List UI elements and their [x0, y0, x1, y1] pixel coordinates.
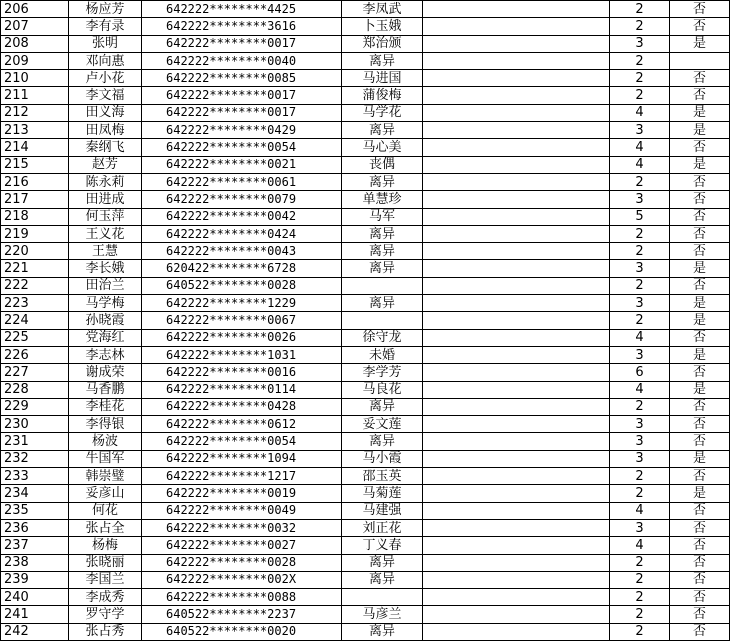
- yes-no-flag: 否: [670, 468, 730, 485]
- row-number: 231: [1, 433, 69, 450]
- id-number: 642222********0054: [142, 139, 342, 156]
- empty-cell: [423, 416, 610, 433]
- spouse-status: 马彦兰: [342, 606, 423, 623]
- yes-no-flag: 否: [670, 589, 730, 606]
- household-count: 3: [610, 450, 670, 467]
- empty-cell: [423, 87, 610, 104]
- table-row: [1, 70, 730, 87]
- id-number: 642222********0088: [142, 589, 342, 606]
- spouse-status: 单慧珍: [342, 191, 423, 208]
- spouse-status: [342, 589, 423, 606]
- id-number: 642222********002X: [142, 571, 342, 588]
- empty-cell: [423, 468, 610, 485]
- empty-cell: [423, 502, 610, 519]
- row-number: 230: [1, 416, 69, 433]
- spouse-status: 离异: [342, 571, 423, 588]
- household-count: 2: [610, 18, 670, 35]
- spouse-status: 徐守龙: [342, 329, 423, 346]
- spouse-status: 郑治颁: [342, 35, 423, 52]
- yes-no-flag: 否: [670, 139, 730, 156]
- household-count: 2: [610, 243, 670, 260]
- yes-no-flag: 否: [670, 225, 730, 242]
- empty-cell: [423, 1, 610, 18]
- household-count: 2: [610, 173, 670, 190]
- yes-no-flag: 否: [670, 416, 730, 433]
- id-number: 642222********0027: [142, 537, 342, 554]
- empty-cell: [423, 139, 610, 156]
- spouse-status: 离异: [342, 433, 423, 450]
- id-number: 642222********0428: [142, 398, 342, 415]
- empty-cell: [423, 537, 610, 554]
- table-row: [1, 225, 730, 242]
- empty-cell: [423, 208, 610, 225]
- household-count: 4: [610, 381, 670, 398]
- yes-no-flag: 否: [670, 18, 730, 35]
- table-row: [1, 485, 730, 502]
- table-row: [1, 329, 730, 346]
- yes-no-flag: 是: [670, 295, 730, 312]
- table-row: [1, 519, 730, 536]
- person-name: 张晓丽: [69, 554, 142, 571]
- table-row: [1, 156, 730, 173]
- yes-no-flag: 否: [670, 502, 730, 519]
- empty-cell: [423, 433, 610, 450]
- person-name: 邓向惠: [69, 52, 142, 69]
- household-count: 4: [610, 502, 670, 519]
- household-count: 2: [610, 571, 670, 588]
- row-number: 228: [1, 381, 69, 398]
- row-number: 216: [1, 173, 69, 190]
- empty-cell: [423, 104, 610, 121]
- id-number: 642222********1229: [142, 295, 342, 312]
- id-number: 642222********0114: [142, 381, 342, 398]
- table-body: [1, 1, 730, 641]
- id-number: 642222********0042: [142, 208, 342, 225]
- yes-no-flag: 是: [670, 35, 730, 52]
- table-row: [1, 450, 730, 467]
- yes-no-flag: 否: [670, 70, 730, 87]
- spouse-status: 离异: [342, 122, 423, 139]
- spouse-status: 马进国: [342, 70, 423, 87]
- row-number: 210: [1, 70, 69, 87]
- person-name: 李桂花: [69, 398, 142, 415]
- yes-no-flag: 否: [670, 208, 730, 225]
- person-name: 张明: [69, 35, 142, 52]
- spouse-status: 丁义春: [342, 537, 423, 554]
- empty-cell: [423, 260, 610, 277]
- id-number: 642222********0612: [142, 416, 342, 433]
- person-name: 秦纲飞: [69, 139, 142, 156]
- spouse-status: 马军: [342, 208, 423, 225]
- spouse-status: 马心美: [342, 139, 423, 156]
- yes-no-flag: [670, 52, 730, 69]
- yes-no-flag: 否: [670, 277, 730, 294]
- table-row: [1, 416, 730, 433]
- household-count: 2: [610, 52, 670, 69]
- id-number: 642222********0043: [142, 243, 342, 260]
- household-count: 3: [610, 295, 670, 312]
- spouse-status: [342, 312, 423, 329]
- row-number: 227: [1, 364, 69, 381]
- table-row: [1, 554, 730, 571]
- spouse-status: 马建强: [342, 502, 423, 519]
- id-number: 640522********2237: [142, 606, 342, 623]
- household-count: 2: [610, 70, 670, 87]
- empty-cell: [423, 312, 610, 329]
- person-name: 田凤梅: [69, 122, 142, 139]
- spouse-status: 离异: [342, 398, 423, 415]
- id-number: 642222********0424: [142, 225, 342, 242]
- row-number: 208: [1, 35, 69, 52]
- id-number: 642222********0085: [142, 70, 342, 87]
- empty-cell: [423, 225, 610, 242]
- household-count: 2: [610, 225, 670, 242]
- row-number: 213: [1, 122, 69, 139]
- yes-no-flag: 是: [670, 450, 730, 467]
- household-count: 2: [610, 468, 670, 485]
- person-name: 马香鹏: [69, 381, 142, 398]
- household-count: 2: [610, 398, 670, 415]
- spouse-status: 未婚: [342, 346, 423, 363]
- empty-cell: [423, 519, 610, 536]
- empty-cell: [423, 571, 610, 588]
- empty-cell: [423, 122, 610, 139]
- table-row: [1, 122, 730, 139]
- household-count: 2: [610, 623, 670, 640]
- id-number: 642222********1031: [142, 346, 342, 363]
- yes-no-flag: 否: [670, 398, 730, 415]
- person-name: 李长娥: [69, 260, 142, 277]
- yes-no-flag: 否: [670, 173, 730, 190]
- yes-no-flag: 否: [670, 537, 730, 554]
- spouse-status: 离异: [342, 173, 423, 190]
- household-count: 3: [610, 519, 670, 536]
- table-row: [1, 433, 730, 450]
- person-name: 陈永莉: [69, 173, 142, 190]
- household-count: 4: [610, 537, 670, 554]
- person-name: 李得银: [69, 416, 142, 433]
- id-number: 642222********0019: [142, 485, 342, 502]
- spouse-status: 邵玉英: [342, 468, 423, 485]
- empty-cell: [423, 381, 610, 398]
- spouse-status: 离异: [342, 225, 423, 242]
- row-number: 241: [1, 606, 69, 623]
- row-number: 219: [1, 225, 69, 242]
- yes-no-flag: 否: [670, 554, 730, 571]
- row-number: 207: [1, 18, 69, 35]
- household-count: 4: [610, 139, 670, 156]
- id-number: 642222********0026: [142, 329, 342, 346]
- person-name: 田义海: [69, 104, 142, 121]
- table-row: [1, 1, 730, 18]
- empty-cell: [423, 52, 610, 69]
- row-number: 226: [1, 346, 69, 363]
- household-count: 3: [610, 35, 670, 52]
- id-number: 642222********0079: [142, 191, 342, 208]
- person-name: 李文福: [69, 87, 142, 104]
- id-number: 642222********0016: [142, 364, 342, 381]
- empty-cell: [423, 243, 610, 260]
- table-row: [1, 18, 730, 35]
- yes-no-flag: 否: [670, 243, 730, 260]
- empty-cell: [423, 346, 610, 363]
- household-count: 2: [610, 606, 670, 623]
- row-number: 222: [1, 277, 69, 294]
- spouse-status: 刘正花: [342, 519, 423, 536]
- spouse-status: 李凤武: [342, 1, 423, 18]
- person-name: 谢成荣: [69, 364, 142, 381]
- spouse-status: 离异: [342, 260, 423, 277]
- table-row: [1, 139, 730, 156]
- row-number: 211: [1, 87, 69, 104]
- table-row: [1, 364, 730, 381]
- spouse-status: 离异: [342, 243, 423, 260]
- yes-no-flag: 否: [670, 87, 730, 104]
- empty-cell: [423, 606, 610, 623]
- row-number: 206: [1, 1, 69, 18]
- id-number: 620422********6728: [142, 260, 342, 277]
- table-row: [1, 52, 730, 69]
- id-number: 642222********0429: [142, 122, 342, 139]
- person-name: 李国兰: [69, 571, 142, 588]
- household-count: 4: [610, 104, 670, 121]
- table-row: [1, 295, 730, 312]
- person-name: 杨梅: [69, 537, 142, 554]
- household-count: 3: [610, 433, 670, 450]
- id-number: 642222********0040: [142, 52, 342, 69]
- person-name: 王慧: [69, 243, 142, 260]
- yes-no-flag: 是: [670, 260, 730, 277]
- empty-cell: [423, 364, 610, 381]
- table-row: [1, 537, 730, 554]
- row-number: 221: [1, 260, 69, 277]
- household-count: 4: [610, 156, 670, 173]
- id-number: 640522********0028: [142, 277, 342, 294]
- id-number: 642222********4425: [142, 1, 342, 18]
- person-name: 妥彦山: [69, 485, 142, 502]
- row-number: 214: [1, 139, 69, 156]
- id-number: 642222********0017: [142, 104, 342, 121]
- yes-no-flag: 是: [670, 156, 730, 173]
- id-number: 642222********0021: [142, 156, 342, 173]
- empty-cell: [423, 18, 610, 35]
- empty-cell: [423, 329, 610, 346]
- person-name: 李有录: [69, 18, 142, 35]
- person-name: 田治兰: [69, 277, 142, 294]
- spouse-status: 离异: [342, 554, 423, 571]
- row-number: 234: [1, 485, 69, 502]
- spouse-status: 蒲俊梅: [342, 87, 423, 104]
- yes-no-flag: 是: [670, 485, 730, 502]
- row-number: 235: [1, 502, 69, 519]
- spouse-status: 李学芳: [342, 364, 423, 381]
- row-number: 237: [1, 537, 69, 554]
- id-number: 642222********0032: [142, 519, 342, 536]
- id-number: 642222********0061: [142, 173, 342, 190]
- household-count: 3: [610, 191, 670, 208]
- spouse-status: 离异: [342, 52, 423, 69]
- empty-cell: [423, 156, 610, 173]
- row-number: 242: [1, 623, 69, 640]
- household-count: 2: [610, 589, 670, 606]
- table-row: [1, 87, 730, 104]
- row-number: 224: [1, 312, 69, 329]
- empty-cell: [423, 554, 610, 571]
- row-number: 238: [1, 554, 69, 571]
- yes-no-flag: 否: [670, 191, 730, 208]
- empty-cell: [423, 191, 610, 208]
- spouse-status: 马学花: [342, 104, 423, 121]
- table-row: [1, 381, 730, 398]
- person-name: 杨应芳: [69, 1, 142, 18]
- person-name: 赵芳: [69, 156, 142, 173]
- yes-no-flag: 是: [670, 104, 730, 121]
- empty-cell: [423, 450, 610, 467]
- empty-cell: [423, 485, 610, 502]
- yes-no-flag: 否: [670, 519, 730, 536]
- row-number: 209: [1, 52, 69, 69]
- yes-no-flag: 否: [670, 571, 730, 588]
- id-number: 642222********0049: [142, 502, 342, 519]
- empty-cell: [423, 589, 610, 606]
- person-name: 王义花: [69, 225, 142, 242]
- yes-no-flag: 否: [670, 433, 730, 450]
- id-number: 642222********1094: [142, 450, 342, 467]
- row-number: 233: [1, 468, 69, 485]
- yes-no-flag: 是: [670, 346, 730, 363]
- empty-cell: [423, 277, 610, 294]
- person-name: 张占全: [69, 519, 142, 536]
- row-number: 218: [1, 208, 69, 225]
- table-row: [1, 571, 730, 588]
- household-count: 5: [610, 208, 670, 225]
- person-name: 罗守学: [69, 606, 142, 623]
- table-row: [1, 260, 730, 277]
- table-row: [1, 468, 730, 485]
- person-name: 李志林: [69, 346, 142, 363]
- person-name: 牛国军: [69, 450, 142, 467]
- row-number: 225: [1, 329, 69, 346]
- spouse-status: 卜玉娥: [342, 18, 423, 35]
- id-number: 642222********3616: [142, 18, 342, 35]
- row-number: 240: [1, 589, 69, 606]
- spouse-status: 妥文莲: [342, 416, 423, 433]
- yes-no-flag: 否: [670, 623, 730, 640]
- person-name: 党海红: [69, 329, 142, 346]
- household-count: 2: [610, 485, 670, 502]
- household-count: 2: [610, 1, 670, 18]
- row-number: 215: [1, 156, 69, 173]
- table-row: [1, 35, 730, 52]
- id-number: 642222********1217: [142, 468, 342, 485]
- household-count: 6: [610, 364, 670, 381]
- empty-cell: [423, 35, 610, 52]
- table-row: [1, 502, 730, 519]
- spouse-status: 马良花: [342, 381, 423, 398]
- row-number: 229: [1, 398, 69, 415]
- yes-no-flag: 否: [670, 1, 730, 18]
- person-name: 孙晓霞: [69, 312, 142, 329]
- row-number: 220: [1, 243, 69, 260]
- spouse-status: 马菊莲: [342, 485, 423, 502]
- household-count: 2: [610, 554, 670, 571]
- spouse-status: 离异: [342, 295, 423, 312]
- household-count: 2: [610, 312, 670, 329]
- id-number: 642222********0017: [142, 87, 342, 104]
- empty-cell: [423, 173, 610, 190]
- spouse-status: 丧偶: [342, 156, 423, 173]
- person-name: 李成秀: [69, 589, 142, 606]
- table-row: [1, 243, 730, 260]
- id-number: 642222********0028: [142, 554, 342, 571]
- yes-no-flag: 是: [670, 312, 730, 329]
- person-name: 卢小花: [69, 70, 142, 87]
- person-name: 何花: [69, 502, 142, 519]
- person-name: 杨波: [69, 433, 142, 450]
- yes-no-flag: 否: [670, 364, 730, 381]
- yes-no-flag: 是: [670, 381, 730, 398]
- yes-no-flag: 否: [670, 329, 730, 346]
- household-count: 2: [610, 277, 670, 294]
- table-row: [1, 104, 730, 121]
- id-number: 640522********0020: [142, 623, 342, 640]
- row-number: 212: [1, 104, 69, 121]
- yes-no-flag: 是: [670, 122, 730, 139]
- household-count: 3: [610, 122, 670, 139]
- household-count: 3: [610, 260, 670, 277]
- household-count: 3: [610, 346, 670, 363]
- table-row: [1, 173, 730, 190]
- table-row: [1, 191, 730, 208]
- id-number: 642222********0054: [142, 433, 342, 450]
- table-row: [1, 606, 730, 623]
- row-number: 223: [1, 295, 69, 312]
- table-row: [1, 589, 730, 606]
- table-row: [1, 346, 730, 363]
- row-number: 239: [1, 571, 69, 588]
- id-number: 642222********0067: [142, 312, 342, 329]
- yes-no-flag: 否: [670, 606, 730, 623]
- id-number: 642222********0017: [142, 35, 342, 52]
- spouse-status: 马小霞: [342, 450, 423, 467]
- person-name: 田进成: [69, 191, 142, 208]
- person-name: 何玉萍: [69, 208, 142, 225]
- spouse-status: [342, 277, 423, 294]
- row-number: 232: [1, 450, 69, 467]
- empty-cell: [423, 398, 610, 415]
- empty-cell: [423, 70, 610, 87]
- person-name: 马学梅: [69, 295, 142, 312]
- household-count: 4: [610, 329, 670, 346]
- row-number: 217: [1, 191, 69, 208]
- table-row: [1, 208, 730, 225]
- person-name: 张占秀: [69, 623, 142, 640]
- table-row: [1, 312, 730, 329]
- empty-cell: [423, 295, 610, 312]
- spouse-status: 离异: [342, 623, 423, 640]
- row-number: 236: [1, 519, 69, 536]
- table-row: [1, 277, 730, 294]
- household-count: 2: [610, 87, 670, 104]
- table-row: [1, 398, 730, 415]
- household-count: 3: [610, 416, 670, 433]
- person-name: 韩崇璧: [69, 468, 142, 485]
